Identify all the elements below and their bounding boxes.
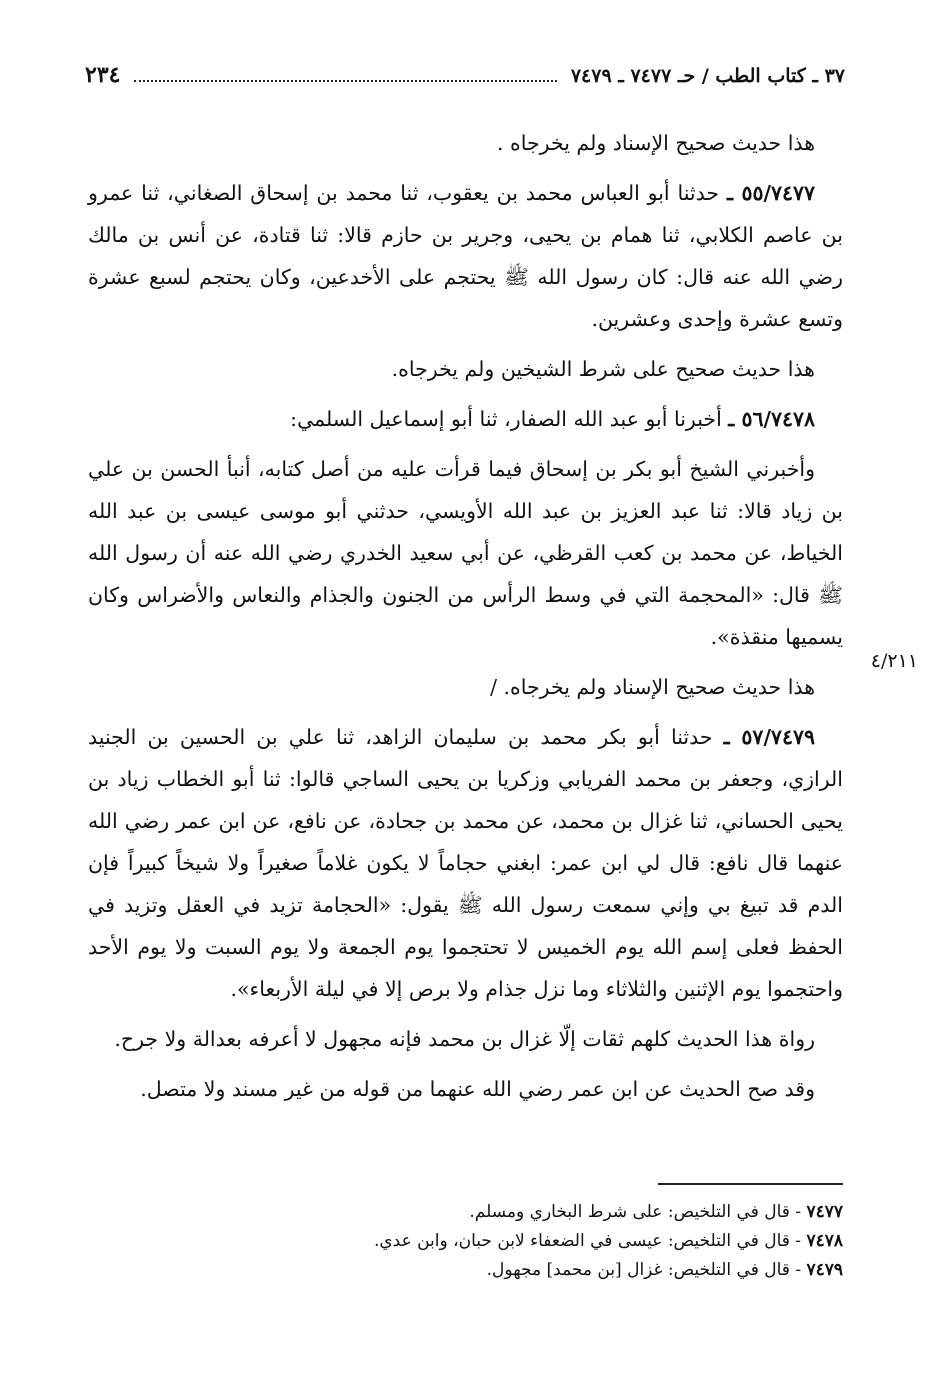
paragraph	[88, 666, 843, 708]
paragraph	[88, 1018, 843, 1060]
paragraph-text: هذا حديث صحيح الإسناد ولم يخرجاه .	[496, 131, 815, 155]
paragraph	[88, 1068, 843, 1110]
paragraph	[88, 398, 843, 440]
paragraph-text: حدثنا أبو العباس محمد بن يعقوب، ثنا محمد بن إسحاق الصغاني، ثنا عمرو بن عاصم الكلابي، ثنا همام بن يحيى، وجرير بن حازم قالا: ثنا قتادة، عن أنس بن مالك رضي الله عنه قال: كان رسول الله ﷺ يحتجم على الأخدعين، وكان يحتجم لسبع عشرة وتسع عشرة وإحدى وعشرين.	[88, 181, 843, 331]
paragraph-text: وأخبرني الشيخ أبو بكر بن إسحاق فيما قرأت عليه من أصل كتابه، أنبأ الحسن بن علي بن زياد قالا: ثنا عبد العزيز بن عبد الله الأويسي، حدثني أبو موسى عيسى بن عبد الله الخياط، عن محمد بن كعب القرظي، عن أبي سعيد الخدري رضي الله عنه أن رسول الله ﷺ قال: «المحجمة التي في وسط الرأس من الجنون والجذام والنعاس والأضراس وكان يسميها منقذة».	[88, 457, 843, 649]
footnote-number: ٧٤٧٧	[806, 1202, 843, 1222]
running-title: ٣٧ ـ كتاب الطب / حـ ٧٤٧٧ ـ ٧٤٧٩	[570, 65, 845, 87]
paragraph-text: أخبرنا أبو عبد الله الصفار، ثنا أبو إسماعيل السلمي:	[290, 407, 729, 431]
paragraph-text: حدثنا أبو بكر محمد بن سليمان الزاهد، ثنا علي بن الحسين بن الجنيد الرازي، وجعفر بن محمد الفريابي وزكريا بن يحيى الساجي قالوا: ثنا أبو الخطاب زياد بن يحيى الحساني، ثنا غزال بن محمد، عن محمد بن جحادة، عن نافع، عن ابن عمر رضي الله عنهما قال نافع: قال لي ابن عمر: ابغني حجاماً لا يكون غلاماً صغيراً ولا شيخاً كبيراً فإن الدم قد تبيغ بي وإني سمعت رسول الله ﷺ يقول: «الحجامة تزيد في العقل وتزيد في الحفظ فعلى إسم الله يوم الخميس لا تحتجموا يوم الجمعة ولا يوم السبت ولا يوم الأحد واحتجموا يوم الإثنين والثلاثاء وما نزل جذام ولا برص إلا في ليلة الأربعاء».	[88, 725, 843, 1001]
footnote-text: - قال في التلخيص: غزال [بن محمد] مجهول.	[486, 1260, 807, 1280]
hadith-number: ٥٥/٧٤٧٧ ـ	[726, 181, 815, 205]
paragraph-text: هذا حديث صحيح على شرط الشيخين ولم يخرجاه.	[391, 357, 815, 381]
footnote-text: - قال في التلخيص: على شرط البخاري ومسلم.	[469, 1202, 807, 1222]
footnote-text: - قال في التلخيص: عيسى في الضعفاء لابن حبان، وابن عدي.	[373, 1231, 807, 1251]
hadith-number: ٥٧/٧٤٧٩ ـ	[723, 725, 815, 749]
paragraph-text: رواة هذا الحديث كلهم ثقات إلّا غزال بن محمد فإنه مجهول لا أعرفه بعدالة ولا جرح.	[114, 1027, 815, 1051]
paragraph-text: وقد صح الحديث عن ابن عمر رضي الله عنهما من قوله من غير مسند ولا متصل.	[140, 1077, 815, 1101]
footnote-divider	[658, 1183, 843, 1185]
paragraph-text: هذا حديث صحيح الإسناد ولم يخرجاه. /	[490, 675, 815, 699]
header-dotted-leader	[134, 68, 556, 82]
paragraph	[88, 448, 843, 658]
footnotes	[200, 1198, 843, 1285]
footnote	[200, 1227, 843, 1256]
footnote-number: ٧٤٧٩	[806, 1260, 843, 1280]
paragraph	[88, 716, 843, 1010]
paragraph	[88, 348, 843, 390]
paragraph	[88, 122, 843, 164]
margin-reference: ٤/٢١١	[870, 650, 918, 672]
footnote-number: ٧٤٧٨	[806, 1231, 843, 1251]
page-number: ٢٣٤	[85, 62, 121, 88]
main-text	[88, 122, 843, 1118]
footnote	[200, 1256, 843, 1285]
hadith-number: ٥٦/٧٤٧٨ ـ	[728, 407, 815, 431]
page-header	[85, 62, 845, 89]
paragraph	[88, 172, 843, 340]
footnote	[200, 1198, 843, 1227]
